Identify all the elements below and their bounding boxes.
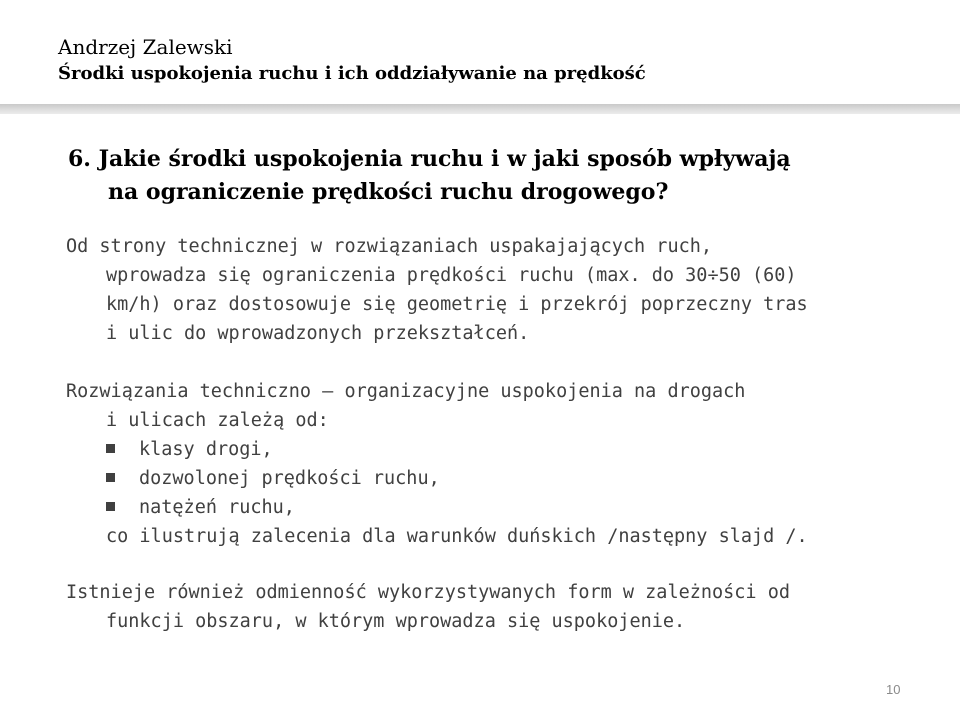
heading-line-1: 6. Jakie środki uspokojenia ruchu i w jaki sposób wpływają — [68, 146, 791, 172]
paragraph-line: i ulicach zależą od: — [106, 410, 329, 431]
slide-header — [0, 0, 960, 120]
bullet-item — [66, 435, 936, 464]
paragraph-line: Od strony technicznej w rozwiązaniach uspakajających ruch, — [66, 236, 713, 257]
paragraph-solutions — [66, 377, 936, 551]
header-divider — [0, 104, 960, 114]
paragraph-line: Istnieje również odmienność wykorzystywanych form w zależności od — [66, 582, 790, 603]
square-bullet-icon — [106, 502, 115, 511]
paragraph-line: i ulic do wprowadzonych przekształceń. — [106, 323, 530, 344]
paragraph-line: km/h) oraz dostosowuje się geometrię i przekrój poprzeczny tras — [106, 294, 808, 315]
heading-line-2: na ograniczenie prędkości ruchu drogowego? — [108, 179, 669, 205]
bullet-item — [66, 464, 936, 493]
paragraph-line: Rozwiązania techniczno – organizacyjne uspokojenia na drogach — [66, 381, 746, 402]
square-bullet-icon — [106, 444, 115, 453]
paragraph-line: co ilustrują zalecenia dla warunków duńskich /następny slajd /. — [106, 526, 808, 547]
square-bullet-icon — [106, 473, 115, 482]
page-number: 10 — [886, 682, 901, 697]
bullet-text: natężeń ruchu, — [139, 497, 295, 518]
bullet-text: dozwolonej prędkości ruchu, — [139, 468, 440, 489]
author-name: Andrzej Zalewski — [58, 35, 233, 59]
paragraph-line: wprowadza się ograniczenia prędkości ruchu (max. do 30÷50 (60) — [106, 265, 797, 286]
paragraph-line: funkcji obszaru, w którym wprowadza się uspokojenie. — [106, 611, 686, 632]
section-heading — [68, 143, 928, 209]
document-subtitle: Środki uspokojenia ruchu i ich oddziaływanie na prędkość — [58, 63, 646, 84]
paragraph-technical — [66, 232, 936, 348]
paragraph-diversity — [66, 578, 936, 636]
bullet-text: klasy drogi, — [139, 439, 273, 460]
bullet-item — [66, 493, 936, 522]
